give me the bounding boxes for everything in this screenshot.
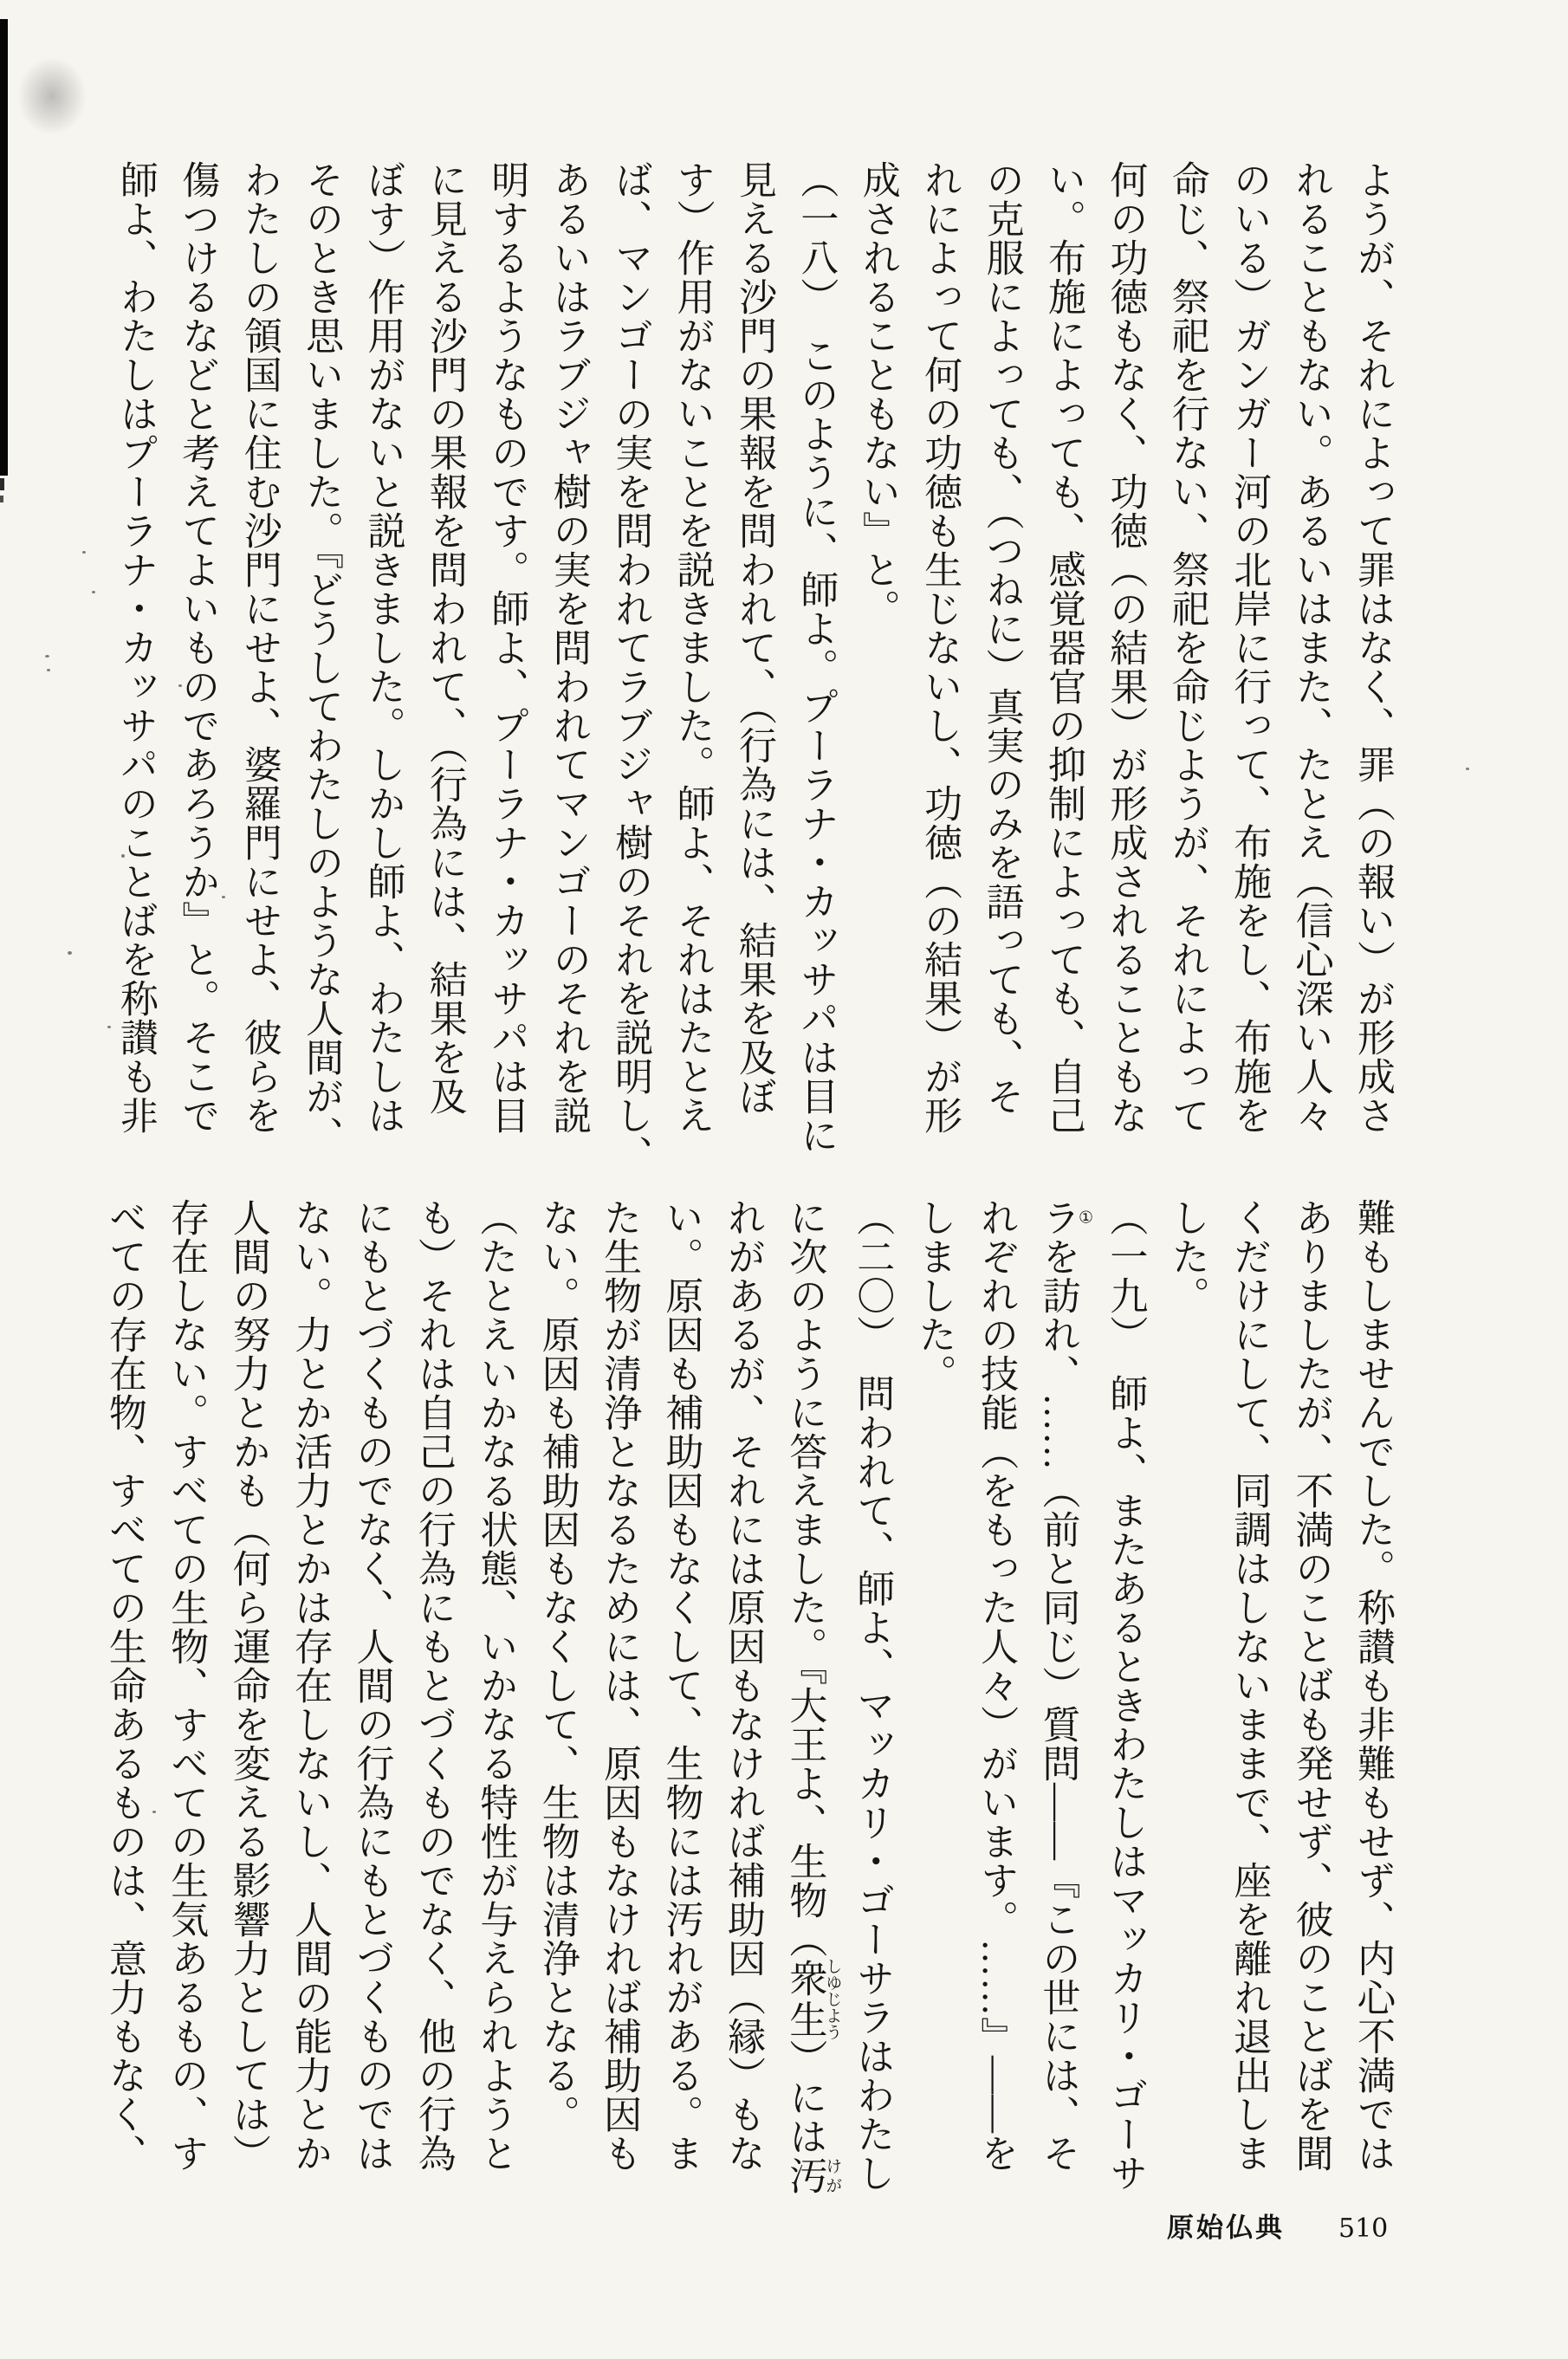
text-column: ない。力とか活力とかは存在しないし、人間の能力とか (288, 1198, 332, 2173)
text-column: 命じ、祭祀を行ない、祭祀を命じようが、それによって (1165, 160, 1208, 1135)
page-footer (1167, 2206, 1388, 2245)
text-column: 存在しない。すべての生物、すべての生気あるもの、す (165, 1198, 208, 2173)
text-column: れによって何の功徳も生じないし、功徳（の結果）が形 (918, 160, 962, 1135)
text-column: 見える沙門の果報を問われて、（行為には、結果を及ぼ (732, 160, 775, 1116)
text-column: あるいはラブジャ樹の実を問われてマンゴーのそれを説 (547, 160, 590, 1135)
binding-edge-bar (0, 496, 3, 502)
text-column: ない。原因も補助因もなくして、生物は清浄となる。 (535, 1198, 579, 2134)
text-column: れぞれの技能（をもった人々）がいます。……』――を (975, 1198, 1018, 2173)
scan-speck (1466, 768, 1469, 770)
text-column: ありましたが、不満のことばも発せず、彼のことばを聞 (1289, 1198, 1332, 2173)
text-column: した。 (1165, 1198, 1208, 1315)
text-column: い。布施によっても、感覚器官の抑制によっても、自己 (1041, 160, 1085, 1135)
running-title: 原始仏典 (1167, 2213, 1285, 2243)
text-column: べての存在物、すべての生命あるものは、意力もなく、 (102, 1198, 146, 2173)
text-column: に見える沙門の果報を問われて、（行為には、結果を及 (423, 160, 466, 1116)
text-column: に次のように答えました。『大王よ、生物（衆生しゆじよう）には汚けが (783, 1198, 842, 2195)
text-column: す）作用がないことを説きました。師よ、それはたとえ (671, 160, 714, 1135)
text-column: 師よ、わたしはプーラナ・カッサパのことばを称讃も非 (113, 160, 157, 1135)
top-text-block (102, 160, 1403, 1174)
text-column: 成されることもない』と。 (856, 160, 899, 628)
page-number: 510 (1338, 2213, 1389, 2244)
text-column: （一八） このように、師よ。プーラナ・カッサパは目に (794, 160, 838, 1155)
text-column: そのとき思いました。『どうしてわたしのような人間が、 (300, 160, 343, 1155)
text-column: わたしの領国に住む沙門にせよ、婆羅門にせよ、彼らを (237, 160, 281, 1135)
text-column: 明するようなものです。師よ、プーラナ・カッサパは目 (485, 160, 528, 1135)
text-column: しました。 (912, 1198, 956, 1393)
text-column: （二〇） 問われて、師よ、マッカリ・ゴーサラはわたし (851, 1198, 894, 2193)
ruby-annotated-text: ラ① (1036, 1198, 1095, 1237)
binding-edge-bar (0, 478, 4, 490)
text-column: の克服によっても、（つねに）真実のみを語っても、そ (980, 160, 1023, 1116)
text-column: 何の功徳もなく、功徳（の結果）が形成されることもな (1104, 160, 1147, 1135)
text-column: （一九） 師よ、またあるときわたしはマッカリ・ゴーサ (1104, 1198, 1147, 2193)
bottom-text-block (102, 1198, 1403, 2195)
text-column: くだけにして、同調はしないままで、座を離れ退出しま (1228, 1198, 1271, 2173)
scan-speck (47, 669, 50, 671)
text-column: ラ①を訪れ、……（前と同じ）質問――『この世には、そ (1036, 1198, 1095, 2173)
text-column: い。原因も補助因もなくして、生物には汚れがある。ま (659, 1198, 703, 2173)
text-column: 人間の努力とかも（何ら運命を変える影響力としては） (226, 1198, 269, 2173)
scan-speck (68, 951, 72, 955)
text-column: にもとづくものでなく、人間の行為にもとづくものでは (350, 1198, 393, 2173)
text-column: れがあるが、それには原因もなければ補助因（縁）もな (721, 1198, 764, 2173)
text-column: ようが、それによって罪はなく、罪（の報い）が形成さ (1351, 160, 1394, 1135)
text-column: 難もしませんでした。称讃も非難もせず、内心不満では (1351, 1198, 1394, 2173)
text-column: のいる）ガンガー河の北岸に行って、布施をし、布施を (1228, 160, 1271, 1135)
text-column: ば、マンゴーの実を問われてラブジャ樹のそれを説明し、 (609, 160, 652, 1174)
scan-speck (45, 655, 49, 658)
text-column: （たとえいかなる状態、いかなる特性が与えられようと (474, 1198, 517, 2173)
ruby-annotated-text: 汚けが (783, 2155, 842, 2195)
binding-edge-bar (0, 19, 8, 476)
text-column: も）それは自己の行為にもとづくものでなく、他の行為 (411, 1198, 455, 2173)
scan-smudge (17, 57, 87, 135)
text-column: た生物が清浄となるためには、原因もなければ補助因も (598, 1198, 641, 2173)
text-column: れることもない。あるいはまた、たとえ（信心深い人々 (1289, 160, 1332, 1135)
scan-speck (82, 551, 86, 554)
text-column: 傷つけるなどと考えてよいものであろうか』と。そこで (176, 160, 219, 1135)
scan-speck (92, 591, 95, 593)
text-column: ぼす）作用がないと説きました。しかし師よ、わたしは (361, 160, 405, 1135)
ruby-annotated-text: 衆生しゆじよう (783, 1957, 842, 2040)
